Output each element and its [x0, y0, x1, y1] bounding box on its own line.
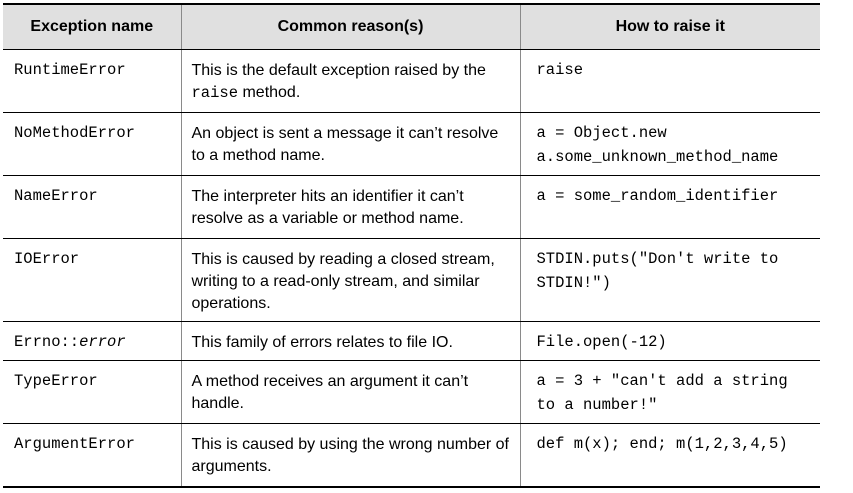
header-row: [3, 4, 820, 50]
table-row: [3, 361, 820, 424]
name-italic: error: [79, 333, 126, 351]
raise-code: [520, 322, 820, 361]
exception-name: ArgumentError: [3, 424, 181, 488]
raise-code: [520, 113, 820, 176]
code-line: a = some_random_identifier: [536, 187, 779, 205]
table-row: [3, 113, 820, 176]
code-line: STDIN.puts("Don't write to: [536, 250, 779, 268]
exception-reason: A method receives an argument it can’t handle.: [181, 361, 520, 424]
table-row: [3, 322, 820, 361]
exception-name: NoMethodError: [3, 113, 181, 176]
raise-code: [520, 176, 820, 239]
code-line: a = Object.new: [536, 124, 667, 142]
raise-code: [520, 239, 820, 322]
reason-text: method.: [238, 84, 301, 101]
code-line: a.some_unknown_method_name: [536, 148, 779, 166]
exception-name: IOError: [3, 239, 181, 322]
exception-reason: An object is sent a message it can’t resolve to a method name.: [181, 113, 520, 176]
exception-table: [3, 3, 820, 488]
header-common-reasons: Common reason(s): [181, 4, 520, 50]
code-line: def m(x); end; m(1,2,3,4,5): [536, 435, 788, 453]
table-row: [3, 239, 820, 322]
exception-reason: [181, 50, 520, 113]
reason-code: raise: [191, 84, 239, 102]
table-row: [3, 424, 820, 488]
code-line: to a number!": [536, 396, 658, 414]
exception-reason: This family of errors relates to file IO.: [181, 322, 520, 361]
exception-reason: The interpreter hits an identifier it can’t resolve as a variable or method name.: [181, 176, 520, 239]
raise-code: [520, 50, 820, 113]
reason-text: This is the default exception raised by the: [191, 62, 486, 79]
code-line: STDIN!"): [536, 274, 611, 292]
header-exception-name: Exception name: [3, 4, 181, 50]
name-prefix: Errno::: [14, 333, 80, 351]
exception-reason: This is caused by reading a closed stream, writing to a read-only stream, and similar operations.: [181, 239, 520, 322]
code-line: raise: [536, 61, 584, 79]
exception-name: RuntimeError: [3, 50, 181, 113]
table-row: [3, 50, 820, 113]
raise-code: [520, 424, 820, 488]
exception-reason: This is caused by using the wrong number of arguments.: [181, 424, 520, 488]
exception-name: [3, 322, 181, 361]
code-line: File.open(-12): [536, 333, 667, 351]
exception-name: TypeError: [3, 361, 181, 424]
header-how-to-raise: How to raise it: [520, 4, 820, 50]
table-row: [3, 176, 820, 239]
code-line: a = 3 + "can't add a string: [536, 372, 788, 390]
raise-code: [520, 361, 820, 424]
exception-name: NameError: [3, 176, 181, 239]
